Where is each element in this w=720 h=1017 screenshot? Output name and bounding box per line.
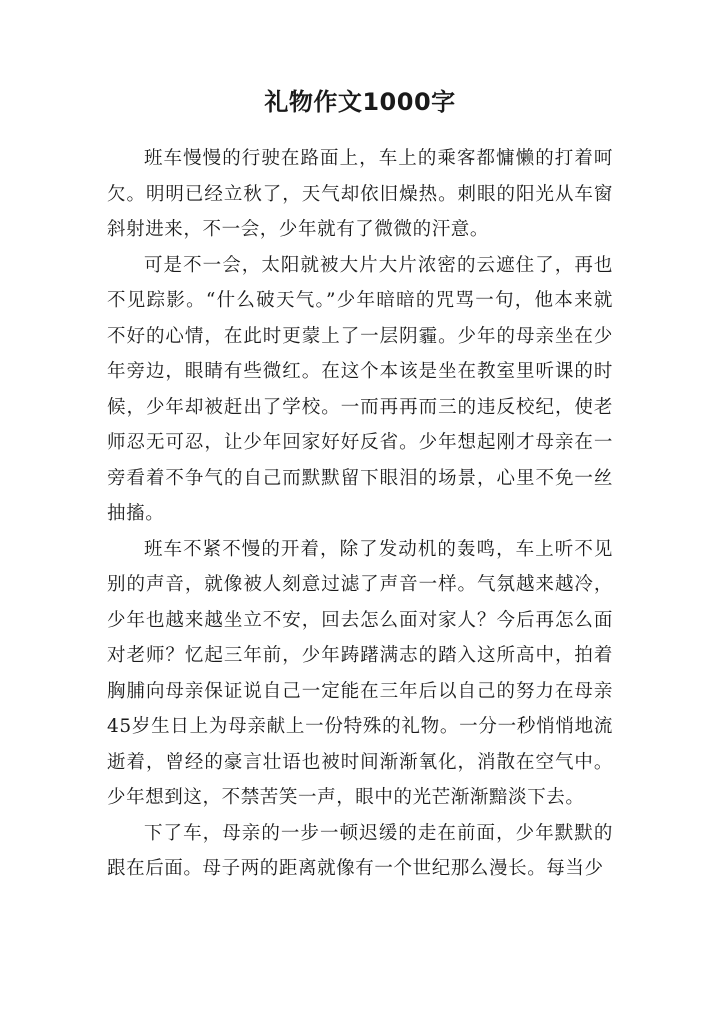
paragraph-1: 班车慢慢的行驶在路面上，车上的乘客都慵懒的打着呵欠。明明已经立秋了，天气却依旧燥热。刺眼的阳光从车窗斜射进来，不一会，少年就有了微微的汗意。 [107, 148, 613, 240]
document-title: 礼物作文1000字 [264, 88, 456, 116]
document-body [107, 141, 613, 887]
paragraph-4: 下了车，母亲的一步一顿迟缓的走在前面，少年默默的跟在后面。母子两的距离就像有一个世纪那么漫长。每当少 [107, 822, 613, 879]
paragraph-2: 可是不一会，太阳就被大片大片浓密的云遮住了，再也不见踪影。“什么破天气。”少年暗暗的咒骂一句，他本来就不好的心情，在此时更蒙上了一层阴霾。少年的母亲坐在少年旁边，眼睛有些微红。在这个本该是坐在教室里听课的时候，少年却被赶出了学校。一而再再而三的违反校纪，使老师忍无可忍，让少年回家好好反省。少年想起刚才母亲在一旁看着不争气的自己而默默留下眼泪的场景，心里不免一丝抽搐。 [107, 254, 613, 524]
paragraph-3: 班车不紧不慢的开着，除了发动机的轰鸣，车上听不见别的声音，就像被人刻意过滤了声音一样。气氛越来越冷，少年也越来越坐立不安，回去怎么面对家人？今后再怎么面对老师？忆起三年前，少年踌躇满志的踏入这所高中，拍着胸脯向母亲保证说自己一定能在三年后以自己的努力在母亲45岁生日上为母亲献上一份特殊的礼物。一分一秒悄悄地流逝着，曾经的豪言壮语也被时间渐渐氧化，消散在空气中。少年想到这，不禁苦笑一声，眼中的光芒渐渐黯淡下去。 [107, 538, 613, 808]
